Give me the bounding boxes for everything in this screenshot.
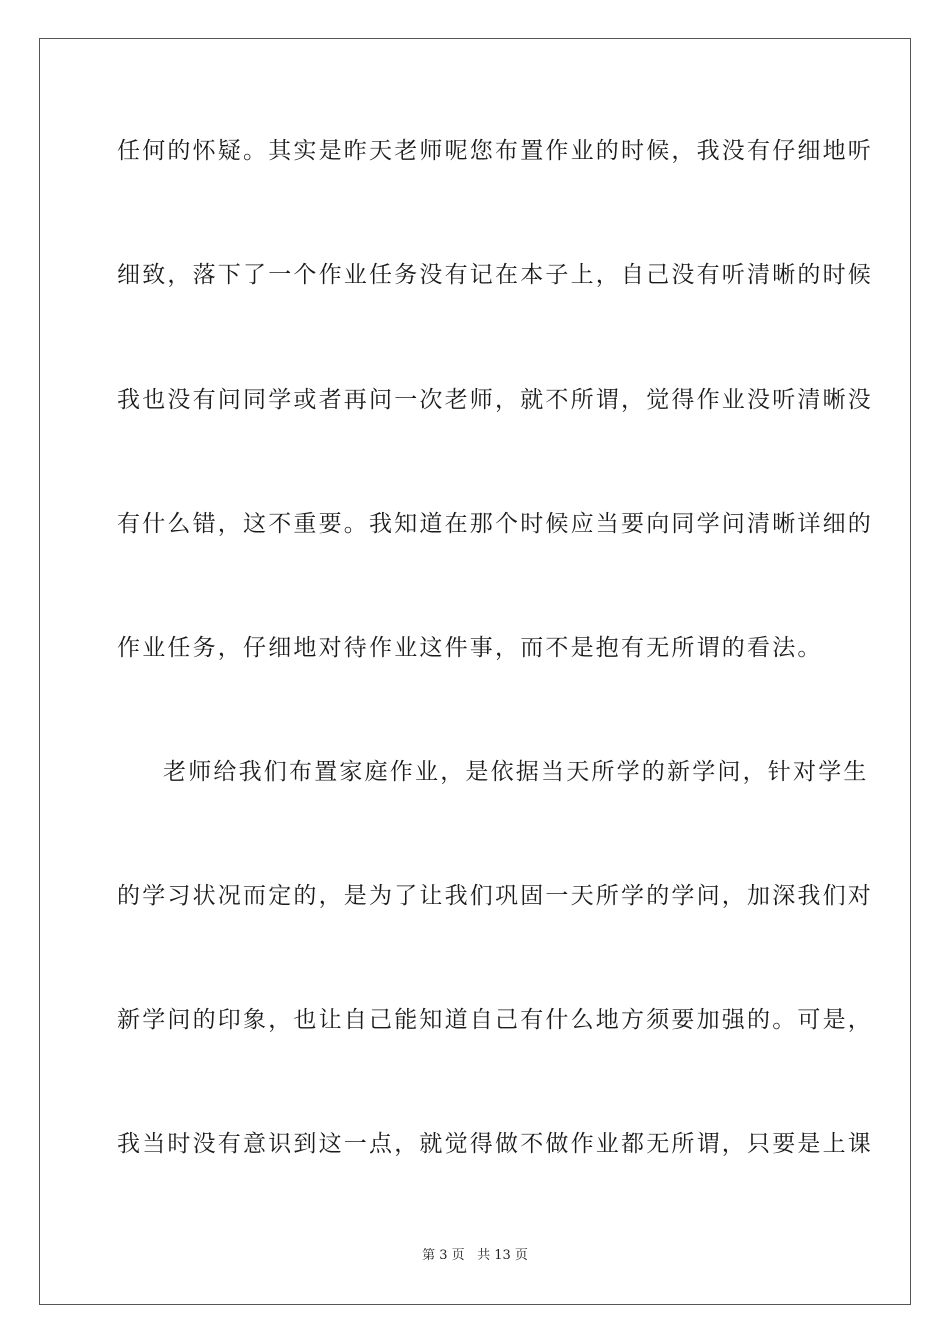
- paragraph-line: 有什么错，这不重要。我知道在那个时候应当要向同学问清晰详细的: [117, 511, 873, 537]
- page-border: [39, 38, 911, 1305]
- paragraph-line: 新学问的印象，也让自己能知道自己有什么地方须要加强的。可是，: [117, 1007, 873, 1033]
- paragraph-line: 作业任务，仔细地对待作业这件事，而不是抱有无所谓的看法。: [117, 635, 823, 661]
- page-total: 共 13 页: [477, 1248, 528, 1263]
- page-number: 第 3 页: [422, 1248, 465, 1263]
- paragraph-line: 细致，落下了一个作业任务没有记在本子上，自己没有听清晰的时候: [117, 262, 873, 288]
- paragraph-line: 我当时没有意识到这一点，就觉得做不做作业都无所谓，只要是上课: [117, 1131, 873, 1157]
- paragraph-line: 我也没有问同学或者再问一次老师，就不所谓，觉得作业没听清晰没: [117, 387, 873, 413]
- paragraph-line: 老师给我们布置家庭作业，是依据当天所学的新学问，针对学生: [163, 759, 869, 785]
- page-footer: [0, 1247, 950, 1265]
- paragraph-line: 任何的怀疑。其实是昨天老师呢您布置作业的时候，我没有仔细地听: [117, 138, 873, 164]
- paragraph-line: 的学习状况而定的，是为了让我们巩固一天所学的学问，加深我们对: [117, 883, 873, 909]
